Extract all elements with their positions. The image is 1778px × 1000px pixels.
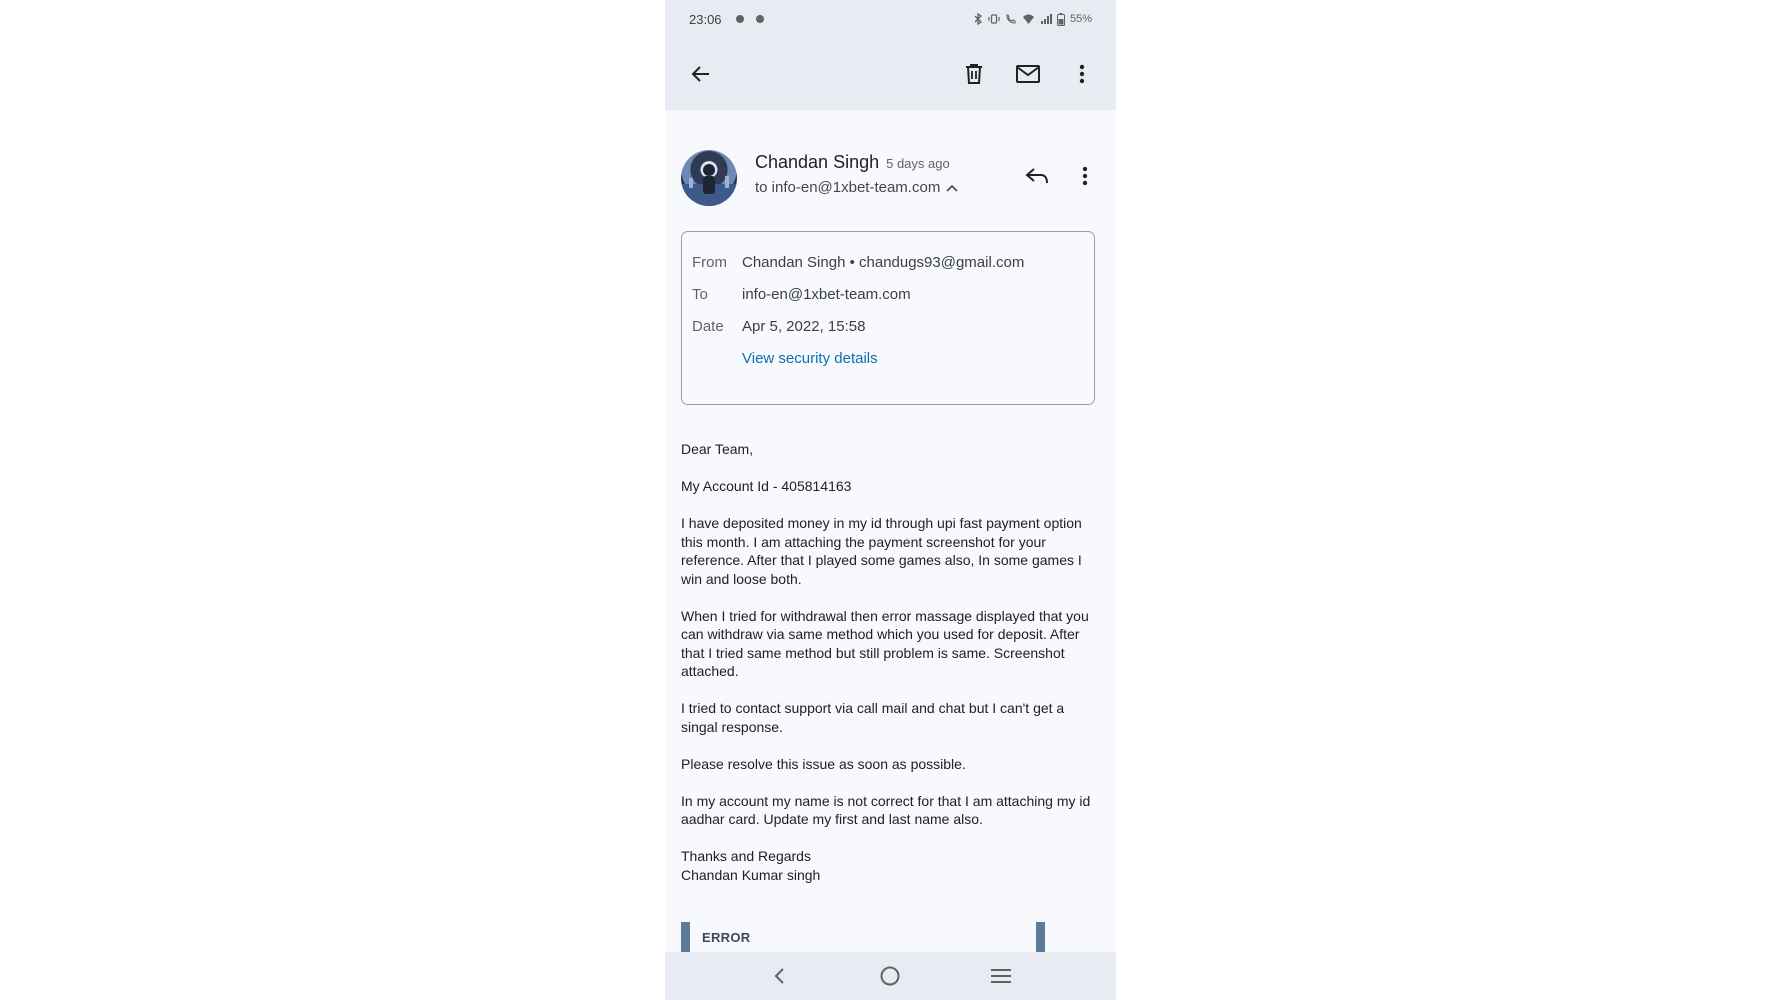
view-security-details-link[interactable]: View security details [742,349,878,367]
notification-dot-icon [756,15,764,23]
body-paragraph: When I tried for withdrawal then error massage displayed that you can withdraw via same method which you used for deposit. After that I tried same method but still problem is same. Screenshot attached. [681,607,1089,679]
nav-recents-icon[interactable] [984,959,1018,993]
sender-name: Chandan Singh [755,152,880,172]
bluetooth-icon [973,13,983,25]
email-body [681,440,1101,884]
details-to-row [692,278,1084,310]
date-value: Apr 5, 2022, 15:58 [742,317,866,335]
system-nav-bar [665,952,1116,1000]
to-value: info-en@1xbet-team.com [742,285,911,303]
trash-icon[interactable] [958,58,990,90]
details-from-row [692,246,1084,278]
recipient-toggle[interactable] [755,179,958,196]
wifi-call-icon [1005,13,1017,25]
more-vert-icon[interactable] [1066,58,1098,90]
body-paragraph: I tried to contact support via call mail and chat but I can't get a singal response. [681,700,1065,735]
reply-icon[interactable] [1021,160,1053,192]
error-attachment[interactable] [681,922,1045,952]
email-toolbar [665,38,1116,110]
avatar[interactable] [681,150,737,206]
to-label: To [692,285,708,303]
mail-icon[interactable] [1012,58,1044,90]
battery-icon [1057,13,1065,26]
recipient-line: to info-en@1xbet-team.com [755,179,941,196]
body-paragraph: I have deposited money in my id through upi fast payment option this month. I am attaching the payment screenshot for your reference. After that I played some games also, In some games I win and loose both. [681,515,1082,587]
sent-time: 5 days ago [886,156,950,171]
back-arrow-icon[interactable] [683,56,719,92]
body-account-id: My Account Id - 405814163 [681,478,852,494]
body-paragraph: Please resolve this issue as soon as possible. [681,755,966,772]
battery-percent: 55% [1069,13,1092,25]
message-details-box [681,231,1095,405]
status-bar [665,0,1116,38]
body-greeting: Dear Team, [681,441,754,457]
body-signature: Chandan Kumar singh [681,866,821,883]
phone-screen [665,0,1116,1000]
date-label: Date [692,317,724,335]
notification-dot-icon [736,15,744,23]
nav-back-icon[interactable] [763,959,797,993]
attachment-left-bar [681,922,690,952]
more-vert-icon[interactable] [1069,160,1101,192]
body-signoff: Thanks and Regards [681,848,811,864]
vibrate-icon [988,13,1000,25]
chevron-up-icon [946,184,958,192]
signal-icon [1040,13,1052,25]
status-icons [973,13,1092,26]
body-paragraph: In my account my name is not correct for that I am attaching my id aadhar card. Update my first and last name also. [681,792,1091,827]
attachment-right-bar [1036,922,1045,952]
nav-home-icon[interactable] [873,959,907,993]
wifi-icon [1022,13,1035,25]
details-security-row [692,342,1084,374]
sender-row [681,150,1101,212]
details-date-row [692,310,1084,342]
from-label: From [692,253,727,271]
status-time: 23:06 [689,11,722,27]
attachment-label: ERROR [702,929,751,945]
from-value: Chandan Singh • chandugs93@gmail.com [742,253,1025,271]
